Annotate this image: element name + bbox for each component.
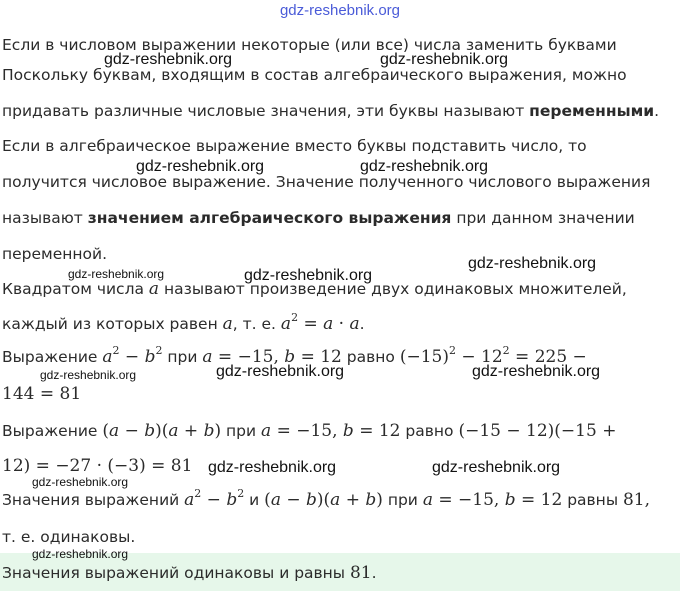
watermark: gdz-reshebnik.org [468,255,597,272]
text: равно [341,348,400,366]
math-var: a [148,279,160,299]
math-formula: 81, [622,490,651,510]
text: при данном значении [451,209,635,227]
math-line: 12) = −27 · (−3) = 81 [2,456,193,476]
text-line: Поскольку буквам, входящим в состав алгебраического выражения, можно [2,66,627,84]
math-formula: $(-15)^2 - 12^2 = 225$ − [399,344,587,367]
math-formula: $a^2 - b^2$ [184,487,245,510]
text-line [2,208,635,228]
text-line: Если в алгебраическое выражение вместо буквы подставить число, то [2,137,587,155]
text: Квадратом числа [2,280,149,298]
text-line [2,487,651,510]
text-line: т. е. одинаковы. [2,528,136,546]
text-line [2,311,365,334]
text: называют произведение двух одинаковых множителей, [159,280,627,298]
text: , т. е. [232,315,281,333]
text: . [359,315,365,333]
text-line: получится числовое выражение. Значение полученного числового выражения [2,173,651,191]
text: Значения выражений [2,491,185,509]
watermark: gdz-reshebnik.org [32,475,129,489]
watermark: gdz-reshebnik.org [136,158,265,175]
watermark: gdz-reshebnik.org [104,51,233,68]
watermark: gdz-reshebnik.org [216,363,345,380]
answer-text [2,563,377,583]
text: каждый из которых равен [2,315,223,333]
math-line: 144 = 81 [2,384,82,404]
text: при [221,422,262,440]
text: при [382,491,423,509]
text-line [2,421,616,441]
text-line [2,101,659,121]
watermark: gdz-reshebnik.org [32,547,129,561]
text: Выражение [2,348,103,366]
watermark: gdz-reshebnik.org [360,158,489,175]
math-formula: (a − b)(a + b) [264,490,383,510]
site-header[interactable]: gdz-reshebnik.org [279,2,401,19]
math-formula: (−15 − 12)(−15 + [458,421,617,441]
text-line: переменной. [2,245,108,263]
watermark: gdz-reshebnik.org [380,51,509,68]
text: . [371,564,377,582]
watermark: gdz-reshebnik.org [40,368,137,382]
watermark: gdz-reshebnik.org [68,267,165,281]
text: и [244,491,265,509]
text: Значения выражений одинаковы и равны [2,564,350,582]
math-formula: a = −15, b = 12 [422,490,563,510]
watermark: gdz-reshebnik.org [472,363,601,380]
watermark: gdz-reshebnik.org [208,459,337,476]
watermark: gdz-reshebnik.org [244,267,373,284]
term-expression-value: значением алгебраического выражения [87,209,452,227]
text: равны [562,491,623,509]
text: придавать различные числовые значения, эти буквы называют [2,102,530,120]
text: при [162,348,203,366]
text: Выражение [2,422,103,440]
text: . [654,102,660,120]
math-formula: $a^2 - b^2$ [102,344,163,367]
watermark: gdz-reshebnik.org [432,459,561,476]
text-line: Если в числовом выражении некоторые (или все) числа заменить буквами [2,36,617,54]
math-formula: a = −15, b = 12 [261,421,401,441]
math-formula: a = −15, b = 12 [202,347,342,367]
text: равно [400,422,459,440]
answer-value: 81 [349,563,372,583]
math-var: a [222,314,233,334]
math-formula: $a^2 = a \cdot a$ [280,311,360,334]
math-formula: (a − b)(a + b) [102,421,222,441]
text: называют [2,209,88,227]
term-variables: переменными [529,102,655,120]
